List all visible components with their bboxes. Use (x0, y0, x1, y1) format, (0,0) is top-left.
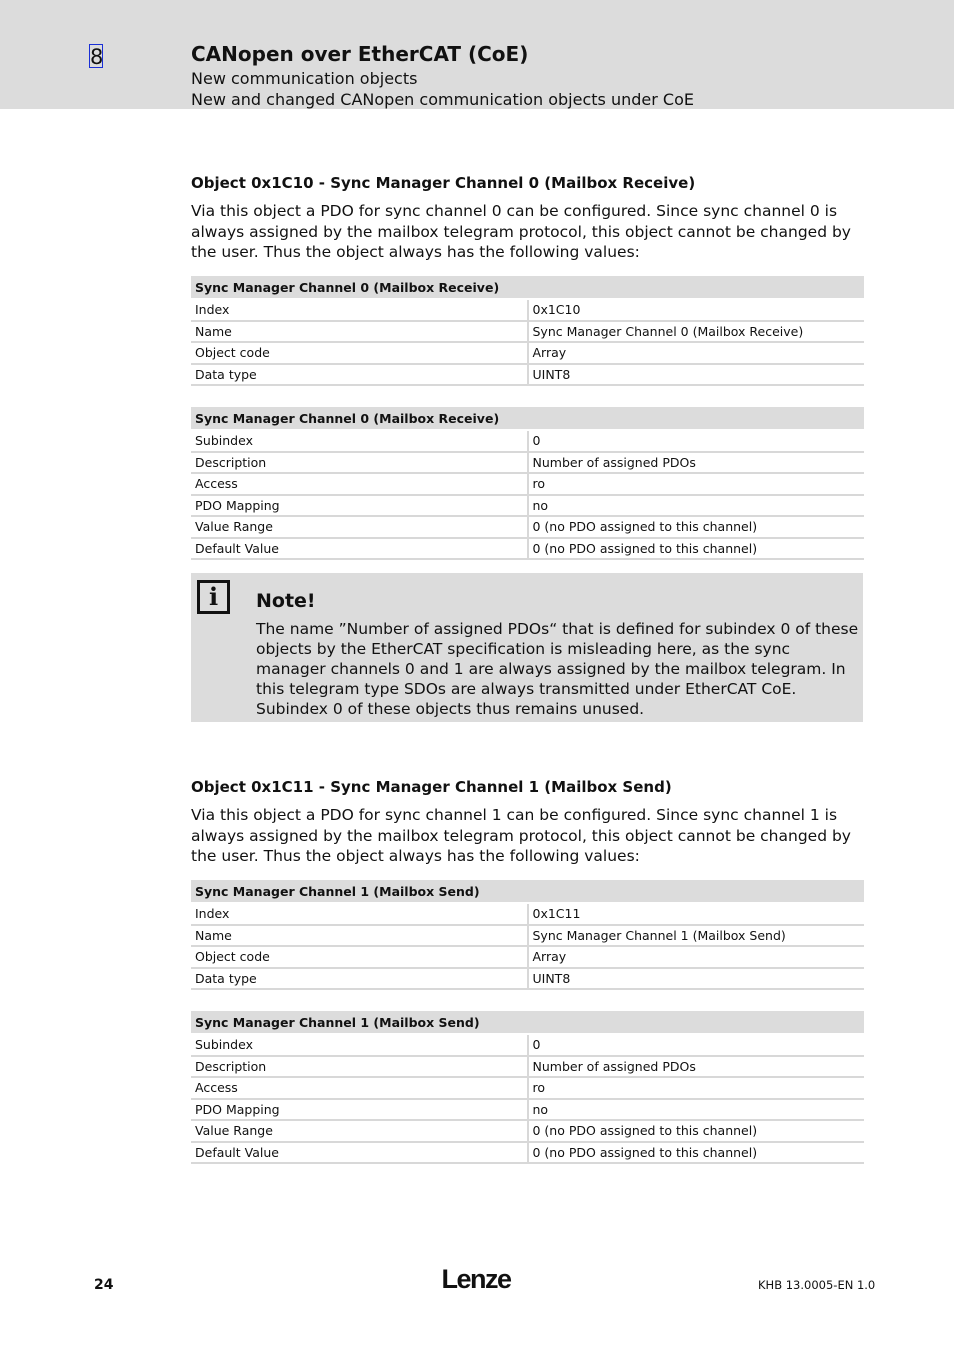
table-row (191, 1077, 864, 1099)
table-row (191, 364, 864, 386)
row-value: 0 (no PDO assigned to this channel) (528, 516, 865, 538)
table-header: Sync Manager Channel 1 (Mailbox Send) (191, 880, 864, 903)
chapter-title: CANopen over EtherCAT (CoE) (191, 42, 529, 66)
section-title-0x1c10: Object 0x1C10 - Sync Manager Channel 0 (Mailbox Receive) (191, 174, 696, 192)
row-key: Object code (191, 342, 528, 364)
row-key: Access (191, 1077, 528, 1099)
row-key: Description (191, 1056, 528, 1078)
table-row (191, 495, 864, 517)
row-key: Name (191, 321, 528, 343)
table-header: Sync Manager Channel 1 (Mailbox Send) (191, 1011, 864, 1034)
table-row (191, 1034, 864, 1056)
row-value: UINT8 (528, 364, 865, 386)
row-value: Sync Manager Channel 1 (Mailbox Send) (528, 925, 865, 947)
chapter-number: 8 (90, 45, 104, 69)
object-table (191, 276, 864, 386)
row-key: Index (191, 903, 528, 925)
row-value: 0 (no PDO assigned to this channel) (528, 1120, 865, 1142)
object-table (191, 880, 864, 990)
note-box (191, 573, 863, 722)
row-key: Value Range (191, 1120, 528, 1142)
table-row (191, 452, 864, 474)
note-title: Note! (256, 590, 316, 612)
table-row (191, 321, 864, 343)
table-row (191, 516, 864, 538)
table-row (191, 473, 864, 495)
info-icon: i (197, 580, 230, 614)
row-key: Value Range (191, 516, 528, 538)
row-key: Default Value (191, 1142, 528, 1164)
table-row (191, 968, 864, 990)
row-value: ro (528, 473, 865, 495)
row-key: Default Value (191, 538, 528, 560)
table-row (191, 903, 864, 925)
row-key: Data type (191, 968, 528, 990)
row-key: Subindex (191, 1034, 528, 1056)
row-key: PDO Mapping (191, 495, 528, 517)
row-value: 0 (528, 430, 865, 452)
row-value: no (528, 1099, 865, 1121)
lenze-logo (436, 1262, 516, 1294)
row-value: Number of assigned PDOs (528, 452, 865, 474)
document-id: KHB 13.0005-EN 1.0 (758, 1278, 876, 1292)
row-key: Name (191, 925, 528, 947)
row-value: Array (528, 946, 865, 968)
table-row (191, 430, 864, 452)
row-key: Subindex (191, 430, 528, 452)
subindex-table (191, 407, 864, 560)
subindex-table (191, 1011, 864, 1164)
table-row (191, 1056, 864, 1078)
table-header: Sync Manager Channel 0 (Mailbox Receive) (191, 407, 864, 430)
note-text: The name ”Number of assigned PDOs“ that is defined for subindex 0 of these objects by the EtherCAT specification is misleading here, as the sync manager channels 0 and 1 are always assigned by the mailbox telegram. In this telegram type SDOs are always transmitted under EtherCAT CoE. Subindex 0 of these objects thus remains unused. (256, 620, 859, 718)
table-row (191, 946, 864, 968)
section-subtitle: New and changed CANopen communication objects under CoE (191, 90, 694, 109)
row-key: Index (191, 299, 528, 321)
row-value: 0 (no PDO assigned to this channel) (528, 1142, 865, 1164)
row-key: Object code (191, 946, 528, 968)
table-row (191, 925, 864, 947)
row-key: PDO Mapping (191, 1099, 528, 1121)
row-value: ro (528, 1077, 865, 1099)
table-row (191, 1142, 864, 1164)
row-value: Sync Manager Channel 0 (Mailbox Receive) (528, 321, 865, 343)
row-value: UINT8 (528, 968, 865, 990)
row-key: Description (191, 452, 528, 474)
row-value: 0 (no PDO assigned to this channel) (528, 538, 865, 560)
table-row (191, 299, 864, 321)
table-header: Sync Manager Channel 0 (Mailbox Receive) (191, 276, 864, 299)
section-intro-0x1c11: Via this object a PDO for sync channel 1 can be configured. Since sync channel 1 is always assigned by the mailbox telegram protocol, this object cannot be changed by the user. Thus the object always has the following values: (191, 806, 851, 865)
row-value: Number of assigned PDOs (528, 1056, 865, 1078)
row-value: Array (528, 342, 865, 364)
row-key: Data type (191, 364, 528, 386)
table-row (191, 538, 864, 560)
row-value: 0x1C10 (528, 299, 865, 321)
section-intro-0x1c10: Via this object a PDO for sync channel 0 can be configured. Since sync channel 0 is always assigned by the mailbox telegram protocol, this object cannot be changed by the user. Thus the object always has the following values: (191, 202, 851, 261)
chapter-subtitle: New communication objects (191, 69, 418, 88)
table-row (191, 1099, 864, 1121)
row-value: 0 (528, 1034, 865, 1056)
table-row (191, 1120, 864, 1142)
section-title-0x1c11: Object 0x1C11 - Sync Manager Channel 1 (Mailbox Send) (191, 778, 672, 796)
row-value: 0x1C11 (528, 903, 865, 925)
table-row (191, 342, 864, 364)
page-number: 24 (94, 1277, 114, 1293)
lenze-logo-text: Lenze (441, 1264, 511, 1294)
row-value: no (528, 495, 865, 517)
row-key: Access (191, 473, 528, 495)
